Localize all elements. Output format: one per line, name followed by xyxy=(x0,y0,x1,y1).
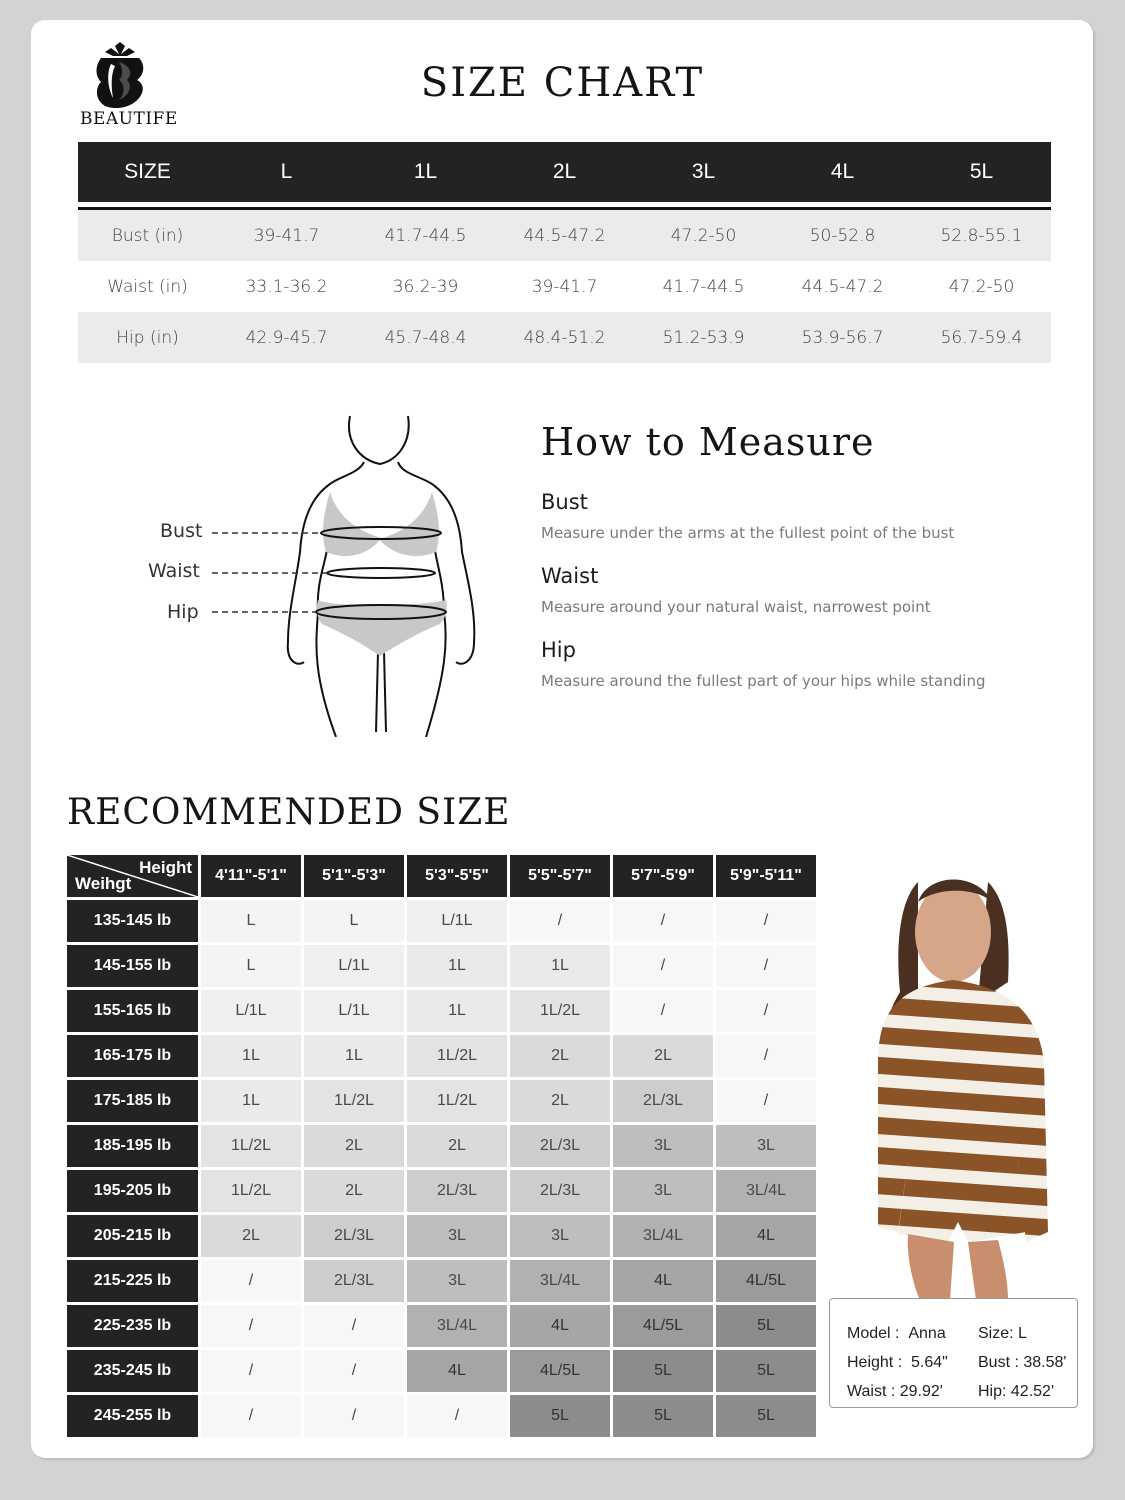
size-cell: 4L xyxy=(407,1350,507,1392)
size-cell: / xyxy=(304,1395,404,1437)
table-row xyxy=(67,1350,816,1392)
brand-name: BEAUTIFE xyxy=(80,109,178,129)
size-cell: / xyxy=(304,1305,404,1347)
body-measurement-figure xyxy=(140,412,490,737)
weight-row-header: 175-185 lb xyxy=(67,1080,198,1122)
size-cell: 3L/4L xyxy=(716,1170,816,1212)
size-cell: / xyxy=(407,1395,507,1437)
table-row xyxy=(67,1035,816,1077)
size-cell: 2L xyxy=(510,1035,610,1077)
size-cell: 1L xyxy=(304,1035,404,1077)
size-cell: 2L xyxy=(201,1215,301,1257)
size-cell: / xyxy=(304,1350,404,1392)
size-chart-table xyxy=(78,142,1051,363)
size-chart-title: SIZE CHART xyxy=(420,60,705,106)
size-cell: 1L/2L xyxy=(201,1125,301,1167)
size-cell: / xyxy=(716,1035,816,1077)
model-waist: Waist : 29.92' xyxy=(847,1383,943,1400)
row-label: Hip (in) xyxy=(116,327,179,348)
size-cell: 5L xyxy=(716,1305,816,1347)
table-row xyxy=(67,1215,816,1257)
table-cell: 39-41.7 xyxy=(253,225,320,246)
height-label: Height xyxy=(139,858,192,877)
table-row xyxy=(67,1395,816,1437)
size-cell: / xyxy=(716,990,816,1032)
size-cell: 2L/3L xyxy=(510,1125,610,1167)
size-cell: 4L/5L xyxy=(613,1305,713,1347)
table-cell: 41.7-44.5 xyxy=(384,225,467,246)
size-cell: 1L xyxy=(201,1035,301,1077)
size-cell: / xyxy=(716,1080,816,1122)
size-cell: 1L/2L xyxy=(304,1080,404,1122)
weight-row-header: 195-205 lb xyxy=(67,1170,198,1212)
measure-name: Waist xyxy=(541,564,599,588)
size-cell: 3L xyxy=(407,1215,507,1257)
size-cell: L/1L xyxy=(201,990,301,1032)
height-column-header: 5'3"-5'5" xyxy=(407,855,507,897)
column-header: 5L xyxy=(969,160,994,183)
table-row xyxy=(67,900,816,942)
hip-label: Hip xyxy=(167,601,199,623)
size-cell: 5L xyxy=(510,1395,610,1437)
size-cell: 5L xyxy=(716,1395,816,1437)
table-row xyxy=(67,990,816,1032)
size-cell: 1L xyxy=(510,945,610,987)
weight-row-header: 165-175 lb xyxy=(67,1035,198,1077)
waist-label: Waist xyxy=(148,560,200,582)
size-cell: 1L xyxy=(407,990,507,1032)
size-cell: 2L xyxy=(304,1125,404,1167)
model-height: Height : 5.64" xyxy=(847,1354,948,1371)
height-column-header: 5'5"-5'7" xyxy=(510,855,610,897)
table-row xyxy=(78,261,1051,312)
size-cell: 3L/4L xyxy=(613,1215,713,1257)
table-row xyxy=(67,945,816,987)
model-bust: Bust : 38.58' xyxy=(978,1354,1067,1371)
size-cell: 2L xyxy=(304,1170,404,1212)
weight-row-header: 205-215 lb xyxy=(67,1215,198,1257)
size-cell: 3L xyxy=(407,1260,507,1302)
size-cell: 2L/3L xyxy=(304,1260,404,1302)
weight-row-header: 185-195 lb xyxy=(67,1125,198,1167)
size-cell: L xyxy=(304,900,404,942)
height-column-header: 5'9"-5'11" xyxy=(716,855,816,897)
measure-name: Hip xyxy=(541,638,576,662)
weight-label: Weihgt xyxy=(75,874,132,893)
model-hip: Hip: 42.52' xyxy=(978,1383,1054,1400)
model-name: Model : Anna xyxy=(847,1325,946,1342)
bust-label: Bust xyxy=(160,520,203,542)
height-column-header: 5'7"-5'9" xyxy=(613,855,713,897)
size-cell: / xyxy=(201,1350,301,1392)
measure-desc: Measure under the arms at the fullest point of the bust xyxy=(541,524,955,542)
row-label: Waist (in) xyxy=(107,276,188,297)
table-cell: 44.5-47.2 xyxy=(523,225,606,246)
size-cell: 1L/2L xyxy=(510,990,610,1032)
measure-item-bust xyxy=(541,490,1041,542)
model-photo-icon xyxy=(858,862,1068,1300)
measure-item-waist xyxy=(541,564,1041,616)
measure-item-hip xyxy=(541,638,1041,690)
weight-row-header: 245-255 lb xyxy=(67,1395,198,1437)
table-cell: 48.4-51.2 xyxy=(523,327,606,348)
size-cell: 2L/3L xyxy=(613,1080,713,1122)
table-cell: 36.2-39 xyxy=(392,276,459,297)
table-cell: 56.7-59.4 xyxy=(940,327,1023,348)
size-cell: L/1L xyxy=(304,945,404,987)
size-cell: 4L xyxy=(510,1305,610,1347)
size-cell: 1L/2L xyxy=(407,1080,507,1122)
size-cell: 1L/2L xyxy=(407,1035,507,1077)
weight-row-header: 135-145 lb xyxy=(67,900,198,942)
size-cell: / xyxy=(716,945,816,987)
size-cell: L xyxy=(201,945,301,987)
table-cell: 45.7-48.4 xyxy=(384,327,467,348)
size-cell: 1L/2L xyxy=(201,1170,301,1212)
height-header-row xyxy=(67,855,816,897)
size-cell: / xyxy=(716,900,816,942)
size-cell: / xyxy=(510,900,610,942)
size-cell: 5L xyxy=(716,1350,816,1392)
table-cell: 44.5-47.2 xyxy=(801,276,884,297)
measure-desc: Measure around your natural waist, narrowest point xyxy=(541,598,931,616)
table-cell: 51.2-53.9 xyxy=(662,327,745,348)
size-cell: 2L/3L xyxy=(510,1170,610,1212)
size-cell: / xyxy=(201,1260,301,1302)
model-size: Size: L xyxy=(978,1325,1027,1342)
table-row xyxy=(67,1170,816,1212)
how-to-measure-title: How to Measure xyxy=(541,420,875,464)
column-header: 2L xyxy=(552,160,577,183)
size-cell: L xyxy=(201,900,301,942)
size-cell: 2L xyxy=(407,1125,507,1167)
height-column-header: 5'1"-5'3" xyxy=(304,855,404,897)
table-row xyxy=(67,1125,816,1167)
size-cell: / xyxy=(613,945,713,987)
size-cell: 4L/5L xyxy=(716,1260,816,1302)
measure-desc: Measure around the fullest part of your hips while standing xyxy=(541,672,986,690)
table-cell: 41.7-44.5 xyxy=(662,276,745,297)
measure-name: Bust xyxy=(541,490,588,514)
table-cell: 42.9-45.7 xyxy=(245,327,328,348)
size-cell: 5L xyxy=(613,1350,713,1392)
column-header: 3L xyxy=(691,160,716,183)
column-header: 1L xyxy=(413,160,438,183)
size-cell: 4L/5L xyxy=(510,1350,610,1392)
height-column-header: 4'11"-5'1" xyxy=(201,855,301,897)
size-cell: L/1L xyxy=(304,990,404,1032)
weight-row-header: 145-155 lb xyxy=(67,945,198,987)
size-cell: / xyxy=(613,990,713,1032)
size-cell: 3L xyxy=(613,1125,713,1167)
size-cell: / xyxy=(201,1395,301,1437)
table-cell: 47.2-50 xyxy=(670,225,737,246)
recommended-size-table xyxy=(64,852,819,1440)
size-cell: / xyxy=(201,1305,301,1347)
table-cell: 53.9-56.7 xyxy=(801,327,884,348)
size-cell: 4L xyxy=(613,1260,713,1302)
table-row xyxy=(67,1260,816,1302)
size-cell: 2L xyxy=(510,1080,610,1122)
size-cell: 3L xyxy=(613,1170,713,1212)
size-cell: 3L/4L xyxy=(407,1305,507,1347)
size-cell: 4L xyxy=(716,1215,816,1257)
size-cell: 1L xyxy=(407,945,507,987)
table-row xyxy=(78,312,1051,363)
size-cell: 2L/3L xyxy=(304,1215,404,1257)
size-cell: 2L xyxy=(613,1035,713,1077)
table-cell: 39-41.7 xyxy=(531,276,598,297)
how-to-measure-section xyxy=(541,420,1041,712)
column-header: SIZE xyxy=(124,160,171,183)
table-cell: 33.1-36.2 xyxy=(245,276,328,297)
table-cell: 47.2-50 xyxy=(948,276,1015,297)
table-row xyxy=(78,210,1051,261)
model-photo xyxy=(858,862,1068,1300)
size-cell: 3L xyxy=(716,1125,816,1167)
corner-header xyxy=(67,855,198,897)
size-cell: 2L/3L xyxy=(407,1170,507,1212)
weight-row-header: 235-245 lb xyxy=(67,1350,198,1392)
size-cell: L/1L xyxy=(407,900,507,942)
weight-row-header: 225-235 lb xyxy=(67,1305,198,1347)
size-chart-header xyxy=(78,142,1051,202)
table-row xyxy=(67,1080,816,1122)
size-cell: 3L xyxy=(510,1215,610,1257)
column-header: 4L xyxy=(830,160,855,183)
weight-row-header: 155-165 lb xyxy=(67,990,198,1032)
model-info-card xyxy=(829,1298,1078,1408)
table-row xyxy=(67,1305,816,1347)
recommended-size-body xyxy=(67,900,816,1437)
row-label: Bust (in) xyxy=(111,225,184,246)
table-cell: 50-52.8 xyxy=(809,225,876,246)
size-cell: 3L/4L xyxy=(510,1260,610,1302)
size-cell: 5L xyxy=(613,1395,713,1437)
weight-row-header: 215-225 lb xyxy=(67,1260,198,1302)
table-cell: 52.8-55.1 xyxy=(940,225,1023,246)
size-cell: 1L xyxy=(201,1080,301,1122)
size-cell: / xyxy=(613,900,713,942)
recommended-size-title: RECOMMENDED SIZE xyxy=(67,792,511,833)
column-header: L xyxy=(280,160,293,183)
